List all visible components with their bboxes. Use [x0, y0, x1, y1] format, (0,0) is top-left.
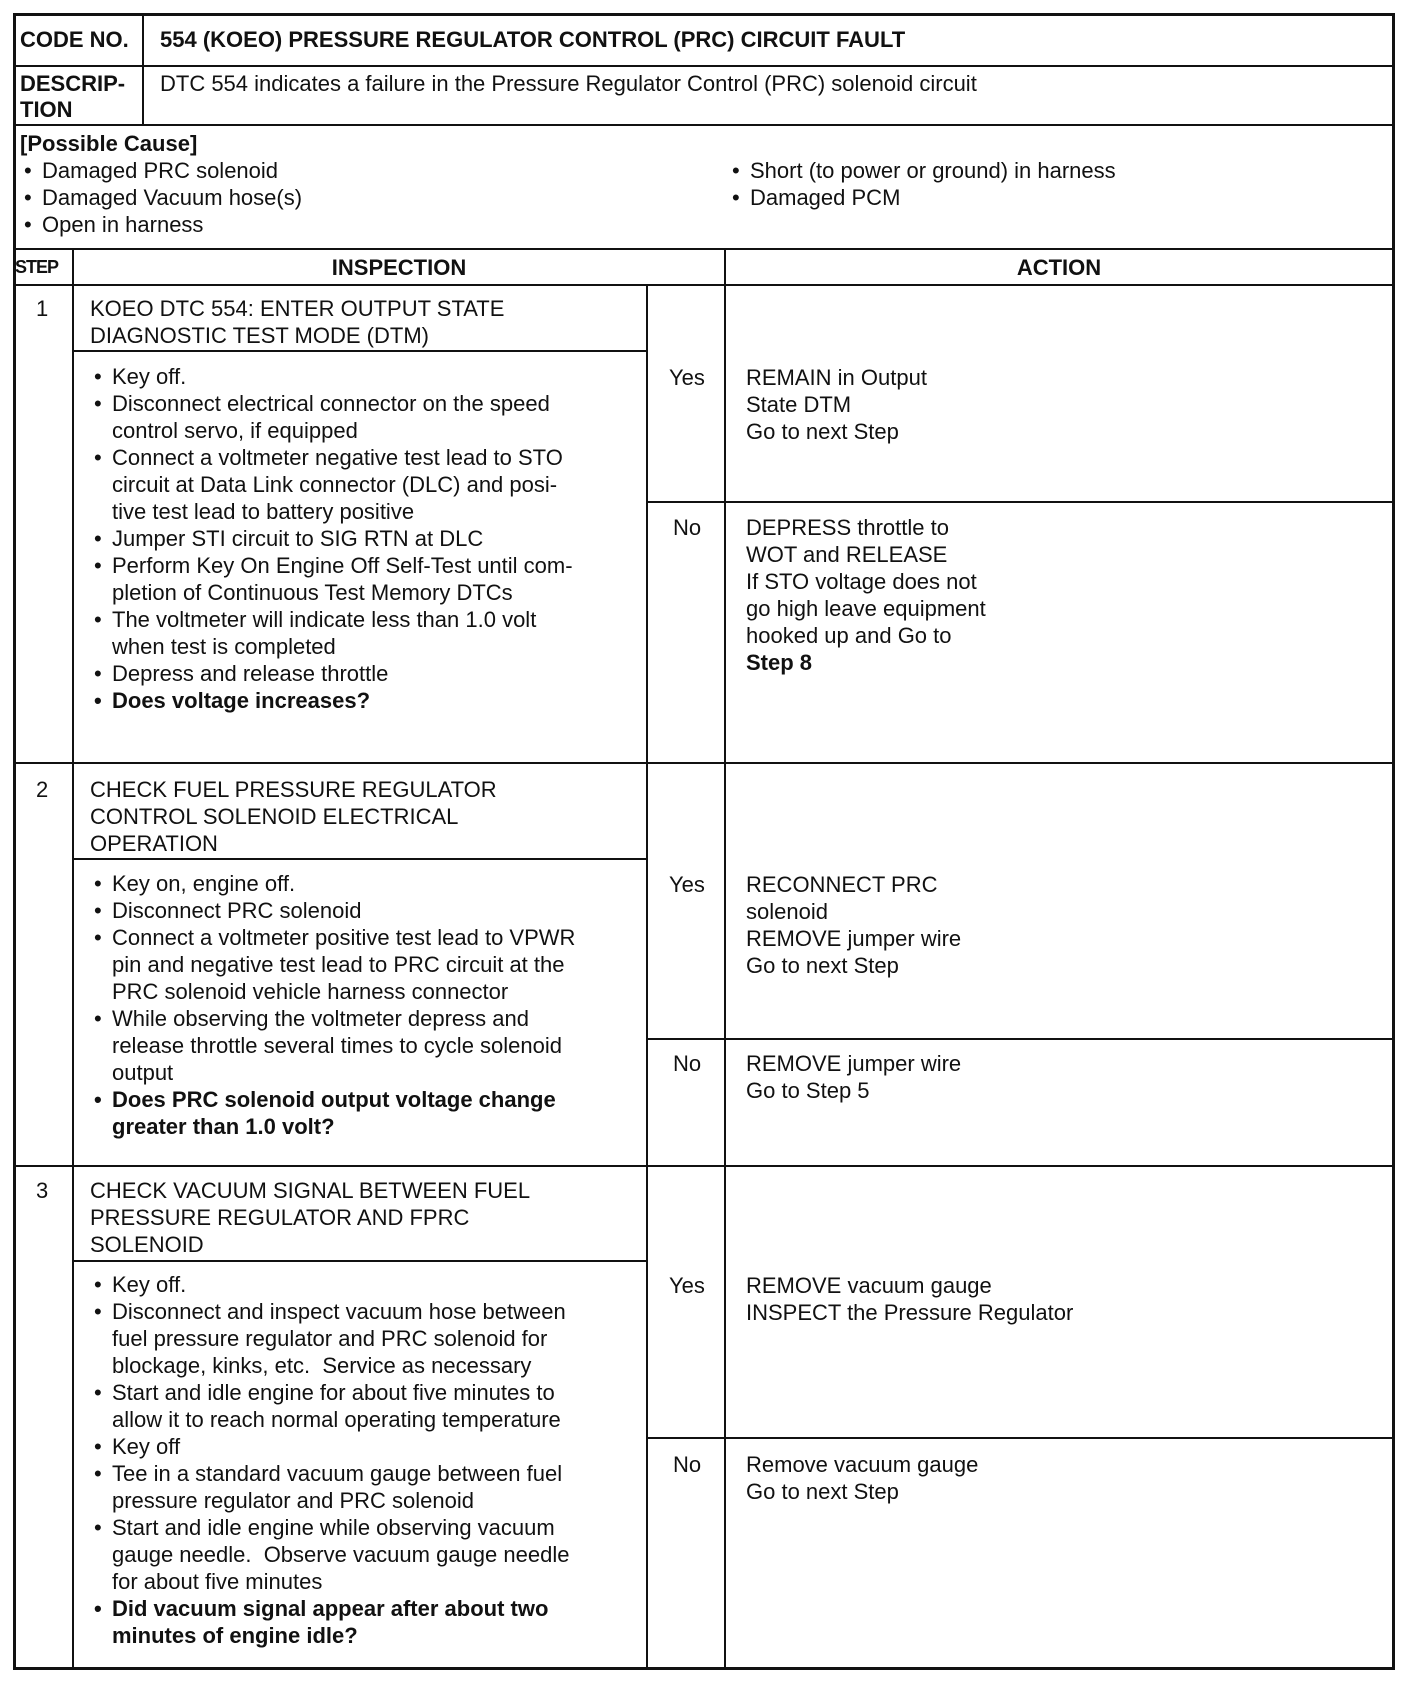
action-line: REMOVE jumper wire: [746, 926, 962, 951]
step-title-line: DIAGNOSTIC TEST MODE (DTM): [90, 323, 429, 348]
yes-label: Yes: [669, 1273, 705, 1298]
possible-cause-item: • Damaged PCM: [730, 184, 1116, 211]
action-line: hooked up and Go to: [746, 623, 952, 648]
step-title-line: OPERATION: [90, 831, 218, 856]
step-number: 1: [36, 296, 49, 321]
no-action: [746, 1451, 978, 1505]
action-line: Go to next Step: [746, 953, 899, 978]
instruction-question: • Did vacuum signal appear after about two minutes of engine idle?: [92, 1595, 569, 1649]
action-line: Step 8: [746, 650, 813, 675]
step-title-line: SOLENOID: [90, 1232, 204, 1257]
instruction-item: • Key off.: [92, 363, 573, 390]
instruction-item: • While observing the voltmeter depress and release throttle several times to cycle solenoid output: [92, 1005, 575, 1086]
action-line: If STO voltage does not: [746, 569, 977, 594]
action-line: go high leave equipment: [746, 596, 986, 621]
action-line: WOT and RELEASE: [746, 542, 948, 567]
possible-cause-list-left: [22, 157, 302, 238]
instruction-question: • Does voltage increases?: [92, 687, 573, 714]
instruction-item: • The voltmeter will indicate less than 1.0 volt when test is completed: [92, 606, 573, 660]
possible-cause-item: • Damaged Vacuum hose(s): [22, 184, 302, 211]
instruction-item: • Key off: [92, 1433, 569, 1460]
no-label: No: [673, 1452, 702, 1477]
yes-label: Yes: [669, 872, 705, 897]
description-label-line1: DESCRIP-: [20, 71, 126, 96]
step-title-line: PRESSURE REGULATOR AND FPRC: [90, 1205, 470, 1230]
action-line: Go to next Step: [746, 1479, 899, 1504]
instruction-question: • Does PRC solenoid output voltage change greater than 1.0 volt?: [92, 1086, 575, 1140]
action-line: Go to Step 5: [746, 1078, 870, 1103]
possible-cause-item: • Short (to power or ground) in harness: [730, 157, 1116, 184]
no-label: No: [673, 1051, 702, 1076]
action-line: REMOVE jumper wire: [746, 1051, 962, 1076]
yes-label: Yes: [669, 365, 705, 390]
column-header-action: ACTION: [1016, 255, 1102, 280]
possible-cause-list-right: [730, 157, 1116, 211]
description-label-line2: TION: [20, 97, 73, 122]
step-instructions: [92, 363, 573, 714]
step-number: 3: [36, 1178, 49, 1203]
column-header-step: STEP: [15, 257, 59, 277]
instruction-item: • Tee in a standard vacuum gauge between fuel pressure regulator and PRC solenoid: [92, 1460, 569, 1514]
instruction-item: • Start and idle engine while observing vacuum gauge needle. Observe vacuum gauge needle for about five minutes: [92, 1514, 569, 1595]
step-title-line: KOEO DTC 554: ENTER OUTPUT STATE: [90, 296, 505, 321]
instruction-item: • Connect a voltmeter positive test lead to VPWR pin and negative test lead to PRC circuit at the PRC solenoid vehicle harness connector: [92, 924, 575, 1005]
no-action: [746, 514, 986, 676]
no-action: [746, 1050, 961, 1104]
instruction-item: • Key off.: [92, 1271, 569, 1298]
action-line: INSPECT the Pressure Regulator: [746, 1300, 1074, 1325]
possible-cause-item: • Open in harness: [22, 211, 302, 238]
instruction-item: • Key on, engine off.: [92, 870, 575, 897]
step-title-line: CONTROL SOLENOID ELECTRICAL: [90, 804, 459, 829]
instruction-item: • Disconnect and inspect vacuum hose between fuel pressure regulator and PRC solenoid for blockage, kinks, etc. Service as necessary: [92, 1298, 569, 1379]
action-line: solenoid: [746, 899, 828, 924]
code-label: CODE NO.: [20, 27, 129, 52]
instruction-item: • Jumper STI circuit to SIG RTN at DLC: [92, 525, 573, 552]
yes-action: [746, 871, 961, 979]
instruction-item: • Depress and release throttle: [92, 660, 573, 687]
no-label: No: [673, 515, 702, 540]
instruction-item: • Connect a voltmeter negative test lead to STO circuit at Data Link connector (DLC) and posi- tive test lead to battery positive: [92, 444, 573, 525]
yes-action: [746, 1272, 1073, 1326]
instruction-item: • Disconnect electrical connector on the speed control servo, if equipped: [92, 390, 573, 444]
possible-cause-item: • Damaged PRC solenoid: [22, 157, 302, 184]
action-line: REMOVE vacuum gauge: [746, 1273, 992, 1298]
instruction-item: • Start and idle engine for about five minutes to allow it to reach normal operating temperature: [92, 1379, 569, 1433]
possible-cause-heading: [Possible Cause]: [20, 131, 198, 156]
action-line: State DTM: [746, 392, 852, 417]
action-line: Remove vacuum gauge: [746, 1452, 979, 1477]
action-line: Go to next Step: [746, 419, 899, 444]
step-instructions: [92, 870, 575, 1140]
instruction-item: • Disconnect PRC solenoid: [92, 897, 575, 924]
step-title-line: CHECK FUEL PRESSURE REGULATOR: [90, 777, 497, 802]
step-number: 2: [36, 777, 49, 802]
step-instructions: [92, 1271, 569, 1649]
column-header-inspection: INSPECTION: [331, 255, 467, 280]
action-line: DEPRESS throttle to: [746, 515, 949, 540]
code-title: 554 (KOEO) PRESSURE REGULATOR CONTROL (PRC) CIRCUIT FAULT: [160, 27, 906, 52]
instruction-item: • Perform Key On Engine Off Self-Test until com- pletion of Continuous Test Memory DTCs: [92, 552, 573, 606]
action-line: REMAIN in Output: [746, 365, 927, 390]
action-line: RECONNECT PRC: [746, 872, 938, 897]
description-text: DTC 554 indicates a failure in the Pressure Regulator Control (PRC) solenoid circuit: [160, 71, 977, 96]
yes-action: [746, 364, 927, 445]
step-title-line: CHECK VACUUM SIGNAL BETWEEN FUEL: [90, 1178, 531, 1203]
